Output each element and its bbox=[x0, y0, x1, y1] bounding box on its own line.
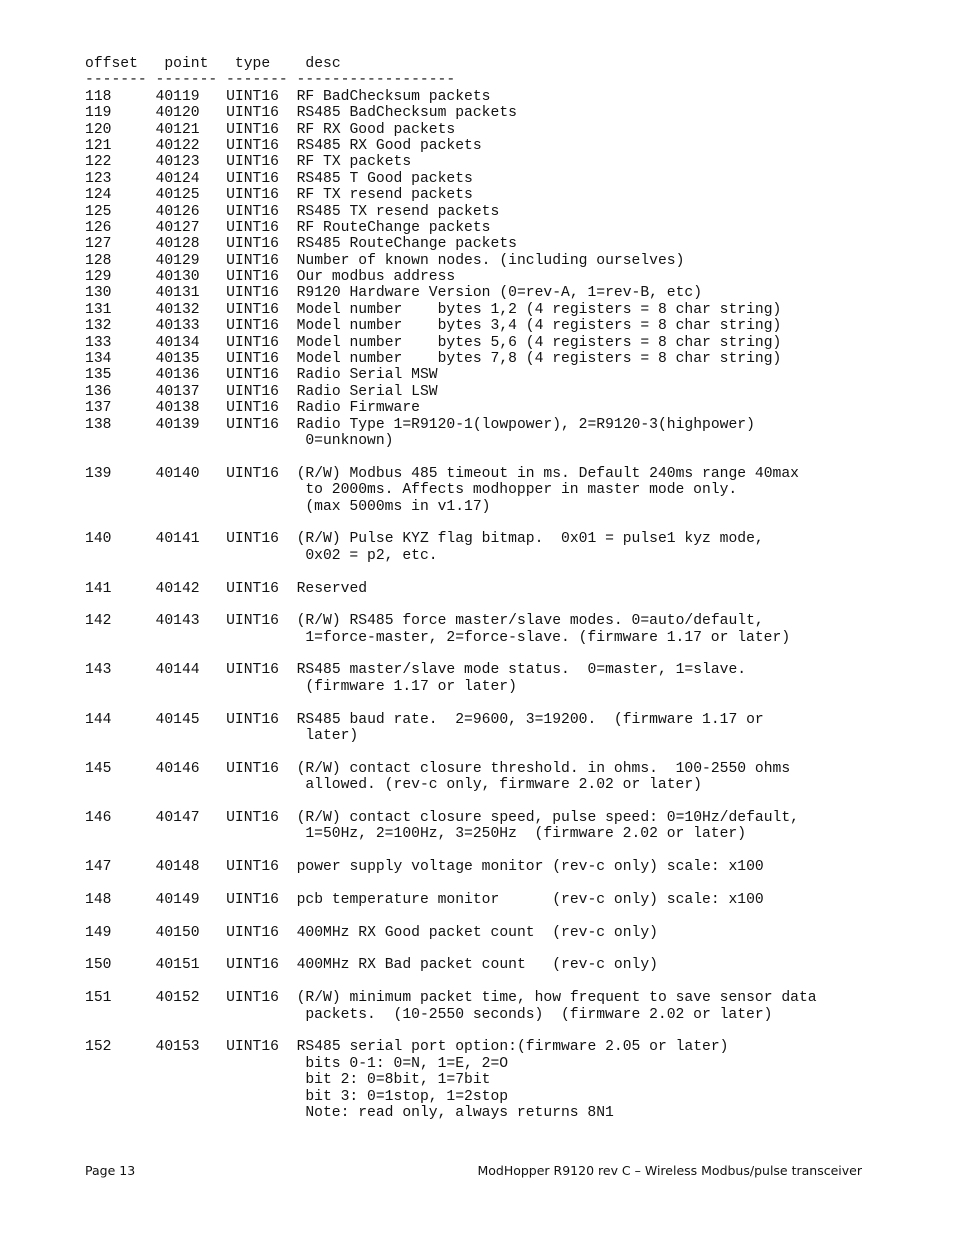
cell-offset: 124 bbox=[85, 187, 112, 204]
table-row bbox=[85, 810, 817, 826]
table-row bbox=[85, 613, 817, 629]
cell-offset: 142 bbox=[85, 613, 112, 630]
blank-line bbox=[85, 794, 817, 810]
cell-point: 40132 bbox=[155, 301, 200, 318]
cell-desc: power supply voltage monitor (rev-c only) scale: x100 bbox=[296, 859, 764, 876]
cell-desc: (R/W) Modbus 485 timeout in ms. Default 240ms range 40max bbox=[296, 465, 799, 482]
cell-type: UINT16 bbox=[226, 219, 279, 236]
cell-desc: Model number bytes 3,4 (4 registers = 8 char string) bbox=[296, 318, 782, 335]
cell-offset: 120 bbox=[85, 121, 112, 138]
cell-point: 40123 bbox=[155, 154, 200, 171]
cell-type: UINT16 bbox=[226, 154, 279, 171]
blank-line bbox=[85, 876, 817, 892]
cell-desc: bit 2: 0=8bit, 1=7bit bbox=[296, 1072, 491, 1089]
blank-line bbox=[85, 974, 817, 990]
cell-point: 40129 bbox=[155, 252, 200, 269]
cell-point: 40122 bbox=[155, 137, 200, 154]
cell-point: 40150 bbox=[155, 924, 200, 941]
cell-offset: 133 bbox=[85, 334, 112, 351]
table-row bbox=[85, 367, 817, 383]
cell-point: 40131 bbox=[155, 285, 200, 302]
cell-type: UINT16 bbox=[226, 711, 279, 728]
cell-offset: 132 bbox=[85, 318, 112, 335]
blank-line bbox=[85, 597, 817, 613]
cell-point: 40146 bbox=[155, 760, 200, 777]
cell-point: 40120 bbox=[155, 105, 200, 122]
cell-desc: RF BadChecksum packets bbox=[296, 88, 491, 105]
cell-point: 40145 bbox=[155, 711, 200, 728]
table-row-continuation bbox=[85, 728, 817, 744]
header-offset: offset bbox=[85, 56, 138, 72]
blank-line bbox=[85, 564, 817, 580]
cell-desc: allowed. (rev-c only, firmware 2.02 or later) bbox=[296, 777, 702, 794]
cell-type: UINT16 bbox=[226, 351, 279, 368]
cell-desc: RS485 BadChecksum packets bbox=[296, 105, 517, 122]
blank-line bbox=[85, 646, 817, 662]
cell-offset: 143 bbox=[85, 662, 112, 679]
blank-line bbox=[85, 744, 817, 760]
cell-type: UINT16 bbox=[226, 367, 279, 384]
table-row bbox=[85, 466, 817, 482]
cell-point: 40139 bbox=[155, 416, 200, 433]
cell-offset: 137 bbox=[85, 400, 112, 417]
table-row-continuation bbox=[85, 826, 817, 842]
cell-type: UINT16 bbox=[226, 924, 279, 941]
table-row bbox=[85, 204, 817, 220]
register-table bbox=[85, 56, 817, 1121]
cell-desc: 400MHz RX Good packet count (rev-c only) bbox=[296, 924, 658, 941]
header-desc: desc bbox=[305, 56, 341, 72]
table-row bbox=[85, 220, 817, 236]
blank-line bbox=[85, 449, 817, 465]
cell-point: 40149 bbox=[155, 891, 200, 908]
cell-offset: 119 bbox=[85, 105, 112, 122]
cell-desc: Radio Serial MSW bbox=[296, 367, 438, 384]
table-row bbox=[85, 269, 817, 285]
table-row-continuation bbox=[85, 1056, 817, 1072]
cell-offset: 146 bbox=[85, 809, 112, 826]
cell-offset: 152 bbox=[85, 1039, 112, 1056]
cell-desc: later) bbox=[296, 728, 359, 745]
cell-type: UINT16 bbox=[226, 121, 279, 138]
table-row bbox=[85, 957, 817, 973]
table-row bbox=[85, 89, 817, 105]
table-row bbox=[85, 892, 817, 908]
cell-type: UINT16 bbox=[226, 252, 279, 269]
cell-offset: 139 bbox=[85, 465, 112, 482]
cell-type: UINT16 bbox=[226, 318, 279, 335]
cell-offset: 127 bbox=[85, 236, 112, 253]
cell-type: UINT16 bbox=[226, 187, 279, 204]
blank-line bbox=[85, 1023, 817, 1039]
cell-type: UINT16 bbox=[226, 760, 279, 777]
cell-type: UINT16 bbox=[226, 236, 279, 253]
cell-offset: 151 bbox=[85, 990, 112, 1007]
cell-offset: 122 bbox=[85, 154, 112, 171]
cell-desc: RS485 RouteChange packets bbox=[296, 236, 517, 253]
cell-offset: 148 bbox=[85, 891, 112, 908]
table-row bbox=[85, 285, 817, 301]
header-rule: ------- ------- ------- ------------------ bbox=[85, 72, 456, 89]
cell-desc: RF TX packets bbox=[296, 154, 412, 171]
cell-desc: 0x02 = p2, etc. bbox=[296, 547, 438, 564]
cell-offset: 145 bbox=[85, 760, 112, 777]
table-row bbox=[85, 417, 817, 433]
cell-offset: 138 bbox=[85, 416, 112, 433]
cell-desc: RS485 RX Good packets bbox=[296, 137, 482, 154]
cell-point: 40140 bbox=[155, 465, 200, 482]
cell-desc: RF TX resend packets bbox=[296, 187, 473, 204]
table-row bbox=[85, 859, 817, 875]
cell-point: 40126 bbox=[155, 203, 200, 220]
cell-desc: Note: read only, always returns 8N1 bbox=[296, 1105, 614, 1121]
cell-offset: 128 bbox=[85, 252, 112, 269]
cell-type: UINT16 bbox=[226, 957, 279, 974]
table-row bbox=[85, 351, 817, 367]
table-row-continuation bbox=[85, 679, 817, 695]
cell-desc: pcb temperature monitor (rev-c only) scale: x100 bbox=[296, 891, 764, 908]
cell-desc: RS485 baud rate. 2=9600, 3=19200. (firmware 1.17 or bbox=[296, 711, 764, 728]
cell-offset: 121 bbox=[85, 137, 112, 154]
cell-point: 40142 bbox=[155, 580, 200, 597]
cell-desc: (R/W) RS485 force master/slave modes. 0=auto/default, bbox=[296, 613, 764, 630]
cell-type: UINT16 bbox=[226, 990, 279, 1007]
cell-desc: Radio Type 1=R9120-1(lowpower), 2=R9120-3(highpower) bbox=[296, 416, 755, 433]
cell-desc: (R/W) minimum packet time, how frequent to save sensor data bbox=[296, 990, 817, 1007]
cell-point: 40134 bbox=[155, 334, 200, 351]
cell-offset: 125 bbox=[85, 203, 112, 220]
table-row-continuation bbox=[85, 1089, 817, 1105]
cell-desc: Model number bytes 7,8 (4 registers = 8 char string) bbox=[296, 351, 782, 368]
header-type: type bbox=[234, 56, 271, 72]
cell-point: 40138 bbox=[155, 400, 200, 417]
table-row bbox=[85, 531, 817, 547]
cell-desc: bit 3: 0=1stop, 1=2stop bbox=[296, 1088, 509, 1105]
cell-desc: (R/W) Pulse KYZ flag bitmap. 0x01 = pulse1 kyz mode, bbox=[296, 531, 764, 548]
cell-type: UINT16 bbox=[226, 334, 279, 351]
table-rows bbox=[85, 89, 817, 1122]
cell-type: UINT16 bbox=[226, 580, 279, 597]
table-row bbox=[85, 105, 817, 121]
cell-desc: Number of known nodes. (including ourselves) bbox=[296, 252, 685, 269]
cell-desc: 0=unknown) bbox=[296, 432, 394, 449]
cell-point: 40124 bbox=[155, 170, 200, 187]
cell-type: UINT16 bbox=[226, 269, 279, 286]
cell-point: 40128 bbox=[155, 236, 200, 253]
cell-offset: 130 bbox=[85, 285, 112, 302]
cell-point: 40133 bbox=[155, 318, 200, 335]
cell-point: 40137 bbox=[155, 383, 200, 400]
blank-line bbox=[85, 515, 817, 531]
cell-desc: (firmware 1.17 or later) bbox=[296, 678, 517, 695]
cell-type: UINT16 bbox=[226, 285, 279, 302]
cell-point: 40147 bbox=[155, 809, 200, 826]
cell-desc: Model number bytes 5,6 (4 registers = 8 char string) bbox=[296, 334, 782, 351]
cell-type: UINT16 bbox=[226, 105, 279, 122]
table-row-continuation bbox=[85, 777, 817, 793]
cell-type: UINT16 bbox=[226, 662, 279, 679]
table-row bbox=[85, 1039, 817, 1055]
table-row-continuation bbox=[85, 482, 817, 498]
blank-line bbox=[85, 941, 817, 957]
table-row bbox=[85, 187, 817, 203]
cell-offset: 149 bbox=[85, 924, 112, 941]
table-row-continuation bbox=[85, 433, 817, 449]
blank-line bbox=[85, 908, 817, 924]
cell-offset: 131 bbox=[85, 301, 112, 318]
table-row bbox=[85, 925, 817, 941]
table-row bbox=[85, 761, 817, 777]
cell-point: 40121 bbox=[155, 121, 200, 138]
table-row bbox=[85, 236, 817, 252]
cell-desc: Reserved bbox=[296, 580, 368, 597]
cell-desc: RF RX Good packets bbox=[296, 121, 456, 138]
cell-type: UINT16 bbox=[226, 613, 279, 630]
cell-desc: to 2000ms. Affects modhopper in master mode only. bbox=[296, 482, 738, 499]
table-row-continuation bbox=[85, 630, 817, 646]
cell-point: 40143 bbox=[155, 613, 200, 630]
cell-desc: RS485 serial port option:(firmware 2.05 or later) bbox=[296, 1039, 729, 1056]
blank-line bbox=[85, 843, 817, 859]
table-row-continuation bbox=[85, 548, 817, 564]
cell-point: 40144 bbox=[155, 662, 200, 679]
footer-document-title: ModHopper R9120 rev C – Wireless Modbus/pulse transceiver bbox=[477, 1163, 862, 1178]
cell-desc: 1=50Hz, 2=100Hz, 3=250Hz (firmware 2.02 or later) bbox=[296, 826, 747, 843]
cell-offset: 118 bbox=[85, 88, 112, 105]
cell-desc: (R/W) contact closure threshold. in ohms. 100-2550 ohms bbox=[296, 760, 791, 777]
cell-type: UINT16 bbox=[226, 400, 279, 417]
table-row-continuation bbox=[85, 499, 817, 515]
cell-offset: 129 bbox=[85, 269, 112, 286]
cell-offset: 123 bbox=[85, 170, 112, 187]
cell-offset: 141 bbox=[85, 580, 112, 597]
cell-point: 40119 bbox=[155, 88, 200, 105]
cell-type: UINT16 bbox=[226, 465, 279, 482]
cell-type: UINT16 bbox=[226, 416, 279, 433]
table-row bbox=[85, 581, 817, 597]
table-row bbox=[85, 712, 817, 728]
cell-offset: 147 bbox=[85, 859, 112, 876]
cell-desc: bits 0-1: 0=N, 1=E, 2=O bbox=[296, 1055, 509, 1072]
cell-point: 40130 bbox=[155, 269, 200, 286]
cell-type: UINT16 bbox=[226, 859, 279, 876]
cell-desc: (max 5000ms in v1.17) bbox=[296, 498, 491, 515]
cell-offset: 136 bbox=[85, 383, 112, 400]
table-row bbox=[85, 302, 817, 318]
cell-type: UINT16 bbox=[226, 891, 279, 908]
table-row bbox=[85, 154, 817, 170]
cell-point: 40151 bbox=[155, 957, 200, 974]
cell-point: 40135 bbox=[155, 351, 200, 368]
cell-type: UINT16 bbox=[226, 137, 279, 154]
cell-point: 40125 bbox=[155, 187, 200, 204]
cell-type: UINT16 bbox=[226, 531, 279, 548]
cell-point: 40141 bbox=[155, 531, 200, 548]
table-row bbox=[85, 138, 817, 154]
table-row-continuation bbox=[85, 1007, 817, 1023]
cell-desc: 1=force-master, 2=force-slave. (firmware 1.17 or later) bbox=[296, 629, 791, 646]
cell-point: 40136 bbox=[155, 367, 200, 384]
cell-offset: 126 bbox=[85, 219, 112, 236]
cell-type: UINT16 bbox=[226, 809, 279, 826]
cell-desc: RS485 T Good packets bbox=[296, 170, 473, 187]
table-row bbox=[85, 990, 817, 1006]
cell-desc: RS485 master/slave mode status. 0=master, 1=slave. bbox=[296, 662, 747, 679]
cell-desc: packets. (10-2550 seconds) (firmware 2.02 or later) bbox=[296, 1006, 773, 1023]
cell-type: UINT16 bbox=[226, 1039, 279, 1056]
footer-page-number: Page 13 bbox=[85, 1163, 136, 1178]
cell-point: 40152 bbox=[155, 990, 200, 1007]
cell-offset: 144 bbox=[85, 711, 112, 728]
table-row bbox=[85, 318, 817, 334]
table-row bbox=[85, 662, 817, 678]
table-row bbox=[85, 253, 817, 269]
table-row bbox=[85, 384, 817, 400]
table-header bbox=[85, 56, 817, 72]
cell-point: 40148 bbox=[155, 859, 200, 876]
cell-type: UINT16 bbox=[226, 301, 279, 318]
cell-desc: RF RouteChange packets bbox=[296, 219, 491, 236]
cell-desc: Our modbus address bbox=[296, 269, 456, 286]
table-row-continuation bbox=[85, 1105, 817, 1121]
table-row bbox=[85, 400, 817, 416]
cell-point: 40127 bbox=[155, 219, 200, 236]
cell-desc: RS485 TX resend packets bbox=[296, 203, 500, 220]
cell-offset: 135 bbox=[85, 367, 112, 384]
cell-offset: 140 bbox=[85, 531, 112, 548]
table-row bbox=[85, 335, 817, 351]
cell-desc: (R/W) contact closure speed, pulse speed: 0=10Hz/default, bbox=[296, 809, 799, 826]
table-row bbox=[85, 122, 817, 138]
cell-offset: 134 bbox=[85, 351, 112, 368]
cell-desc: 400MHz RX Bad packet count (rev-c only) bbox=[296, 957, 658, 974]
table-row bbox=[85, 171, 817, 187]
cell-type: UINT16 bbox=[226, 203, 279, 220]
cell-point: 40153 bbox=[155, 1039, 200, 1056]
cell-type: UINT16 bbox=[226, 88, 279, 105]
cell-type: UINT16 bbox=[226, 383, 279, 400]
cell-desc: Model number bytes 1,2 (4 registers = 8 char string) bbox=[296, 301, 782, 318]
cell-desc: Radio Serial LSW bbox=[296, 383, 438, 400]
cell-desc: Radio Firmware bbox=[296, 400, 420, 417]
cell-offset: 150 bbox=[85, 957, 112, 974]
header-point: point bbox=[164, 56, 209, 72]
table-row-continuation bbox=[85, 1072, 817, 1088]
cell-type: UINT16 bbox=[226, 170, 279, 187]
blank-line bbox=[85, 695, 817, 711]
cell-desc: R9120 Hardware Version (0=rev-A, 1=rev-B, etc) bbox=[296, 285, 703, 302]
